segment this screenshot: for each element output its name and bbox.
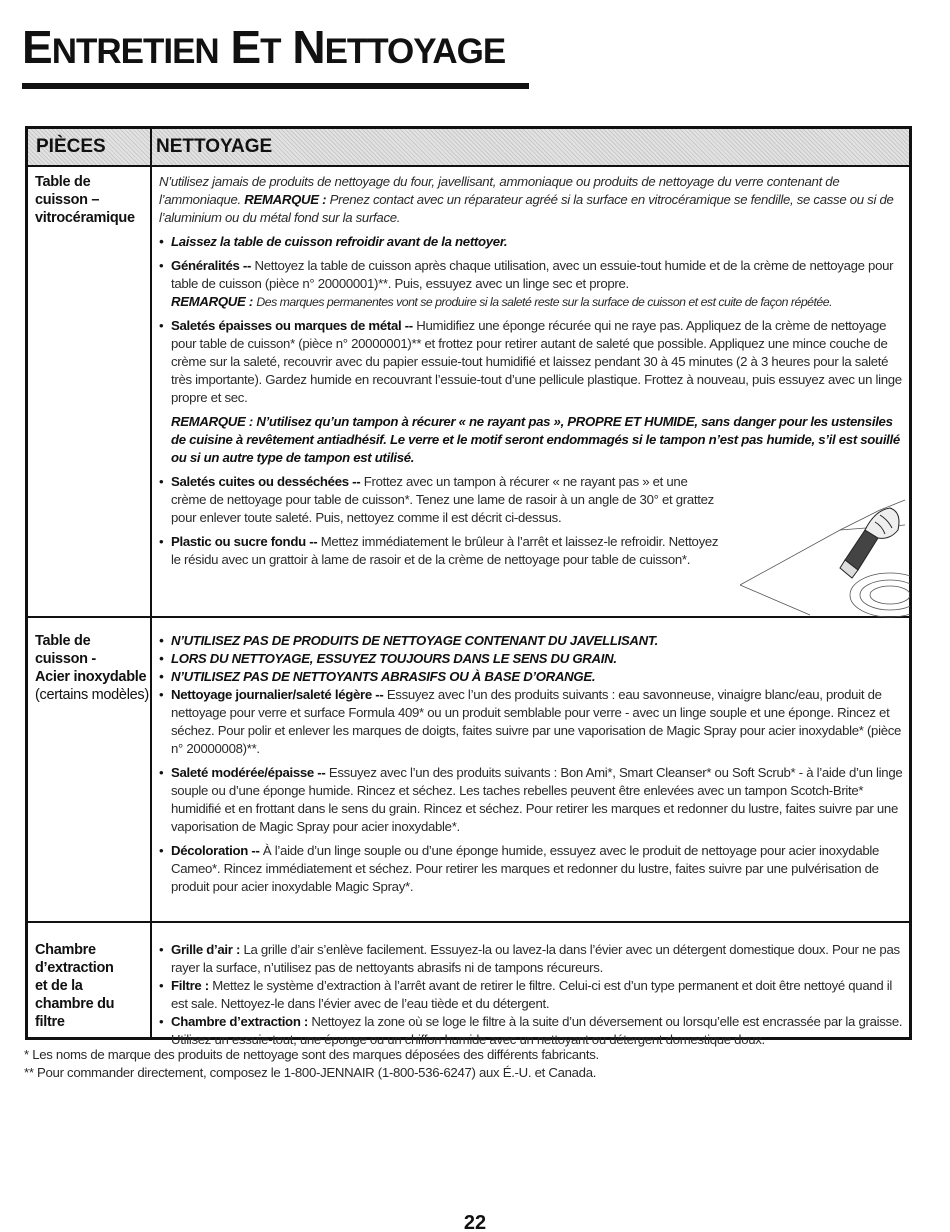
list-item: • Laissez la table de cuisson refroidir avant de la nettoyer. (159, 233, 909, 251)
footnote-1: * Les noms de marque des produits de nettoyage sont des marques déposées des différents fabricants. (24, 1047, 599, 1062)
footnote-2: ** Pour commander directement, composez le 1-800-JENNAIR (1-800-536-6247) aux É.-U. et Canada. (24, 1065, 597, 1080)
list-item: • Saletés épaisses ou marques de métal -- Humidifiez une éponge récurée qui ne raye pas. Appliquez de la crème de nettoyage pour table de cuisson* (pièce n° 20000001)** et frottez pour retirer autant de saleté que possible. Appliquez une mince couche de crème sur la saleté, recouvrir avec du papier essuie-tout humidifié et laissez pendant 30 à 45 minutes (2 à 3 heures pour la saleté très importante). Gardez humide en recouvrant l’essuie-tout d’une pellicule plastique. Frottez à nouveau, puis essuyez avec un linge propre et sec. (159, 317, 909, 407)
list-item: • Filtre : Mettez le système d’extraction à l’arrêt avant de retirer le filtre. Celui-ci est d’un type permanent et doit être nettoyé quand il est sale. Nettoyez-le dans l’évier avec de l’eau tiède et du détergent. (159, 977, 909, 1013)
column-divider (150, 129, 152, 1037)
list-item: • LORS DU NETTOYAGE, ESSUYEZ TOUJOURS DANS LE SENS DU GRAIN. (159, 650, 909, 668)
list-item: • Grille d’air : La grille d’air s’enlève facilement. Essuyez-la ou lavez-la dans l’évier avec un détergent domestique doux. Pour ne pas rayer la surface, n’utilisez pas de nettoyants abrasifs ni de tampons récureurs. (159, 941, 909, 977)
list-item: • N’UTILISEZ PAS DE NETTOYANTS ABRASIFS OU À BASE D’ORANGE. (159, 668, 909, 686)
page-title: ENTRETIEN ET NETTOYAGE (22, 21, 506, 73)
row-content-acier-inoxydable (159, 632, 909, 902)
list-item: • Généralités -- Nettoyez la table de cuisson après chaque utilisation, avec un essuie-tout humide et de la crème de nettoyage pour table de cuisson (pièce n° 20000001)**. Puis, essuyez avec un linge sec et propre. REMARQUE : Des marques permanentes vont se produire si la saleté reste sur la surface de cuisson et est cuite de façon répétée. (159, 257, 909, 311)
table-header (28, 129, 909, 167)
list-item: • Nettoyage journalier/saleté légère -- Essuyez avec l’un des produits suivants : eau savonneuse, vinaigre blanc/eau, produit de nettoyage pour verre et surface Formula 409* ou un produit semblable pour verre - avec un linge souple et une éponge. Rincez et séchez. Pour polir et enlever les marques de doigts, faites suivre par une vaporisation de Magic Spray pour acier inoxydable* (pièce n° 20000008)**. (159, 686, 909, 758)
list-item: • Chambre d’extraction : Nettoyez la zone où se loge le filtre à la suite d’un déversement ou lorsqu’elle est encrassée par la graisse. Utilisez un essuie-tout, une éponge ou un chiffon humide avec un nettoyant ou détergent domestique doux. (159, 1013, 909, 1049)
footnotes (24, 1046, 924, 1082)
header-pieces: PIÈCES (36, 136, 106, 157)
list-item: • Plastic ou sucre fondu -- Mettez immédiatement le brûleur à l’arrêt et laissez-le refroidir. Nettoyez le résidu avec un grattoir à lame de rasoir et de la crème de nettoyage pour table de cuisson*. (159, 533, 719, 569)
row-content-chambre-extraction (159, 941, 909, 1049)
row-divider-2 (28, 921, 909, 923)
list-item: • Décoloration -- À l’aide d’un linge souple ou d’une éponge humide, essuyez avec le produit de nettoyage pour acier inoxydable Cameo*. Rincez immédiatement et séchez. Pour retirer les marques et redonner du lustre, faites suivre par une pulvérisation de produit pour acier inoxydable Magic Spray*. (159, 842, 909, 896)
intro-paragraph: N’utilisez jamais de produits de nettoyage du four, javellisant, ammoniaque ou produits de nettoyage du verre contenant de l’ammoniaque. REMARQUE : Prenez contact avec un réparateur agréé si la surface en vitrocéramique se fendille, se casse ou si de l’aluminium ou du métal fond sur la surface. (159, 174, 894, 225)
list-item: • Saleté modérée/épaisse -- Essuyez avec l’un des produits suivants : Bon Ami*, Smart Cleanser* ou Soft Scrub* - à l’aide d’un linge souple ou d’une éponge humide. Rincez et séchez. Les taches rebelles peuvent être enlevées avec un tampon Scotch-Brite* humidifié et en frottant dans le sens du grain. Rincez et séchez. Pour retirer les marques et redonner du lustre, faites suivre par une vaporisation de Magic Spray pour acier inoxydable*. (159, 764, 909, 836)
row-label-chambre-extraction: Chambre d’extraction et de la chambre du filtre (35, 942, 115, 1030)
list-item: • Saletés cuites ou desséchées -- Frottez avec un tampon à récurer « ne rayant pas » et une crème de nettoyage pour table de cuisson*. Tenez une lame de rasoir à un angle de 30° et grattez pour enlever toute saleté. Puis, nettoyez comme il est décrit ci-dessus. (159, 473, 719, 527)
list-item: • N’UTILISEZ PAS DE PRODUITS DE NETTOYAGE CONTENANT DU JAVELLISANT. (159, 632, 909, 650)
page-number: 22 (463, 1212, 487, 1232)
row-label-vitroceramique: Table de cuisson – vitrocéramique (35, 174, 135, 226)
warning-note: REMARQUE : N’utilisez qu’un tampon à récurer « ne rayant pas », PROPRE ET HUMIDE, sans danger pour les ustensiles de cuisine à revêtement antiadhésif. Le verre et le motif seront endommagés si le tampon n’est pas humide, s’il est souillé ou si un autre type de tampon est utilisé. (171, 414, 900, 465)
row-label-acier-inoxydable: Table de cuisson - Acier inoxydable (certains modèles) (35, 633, 149, 703)
header-nettoyage: NETTOYAGE (156, 136, 273, 157)
scraper-illustration (730, 490, 910, 620)
title-underline (22, 83, 529, 89)
